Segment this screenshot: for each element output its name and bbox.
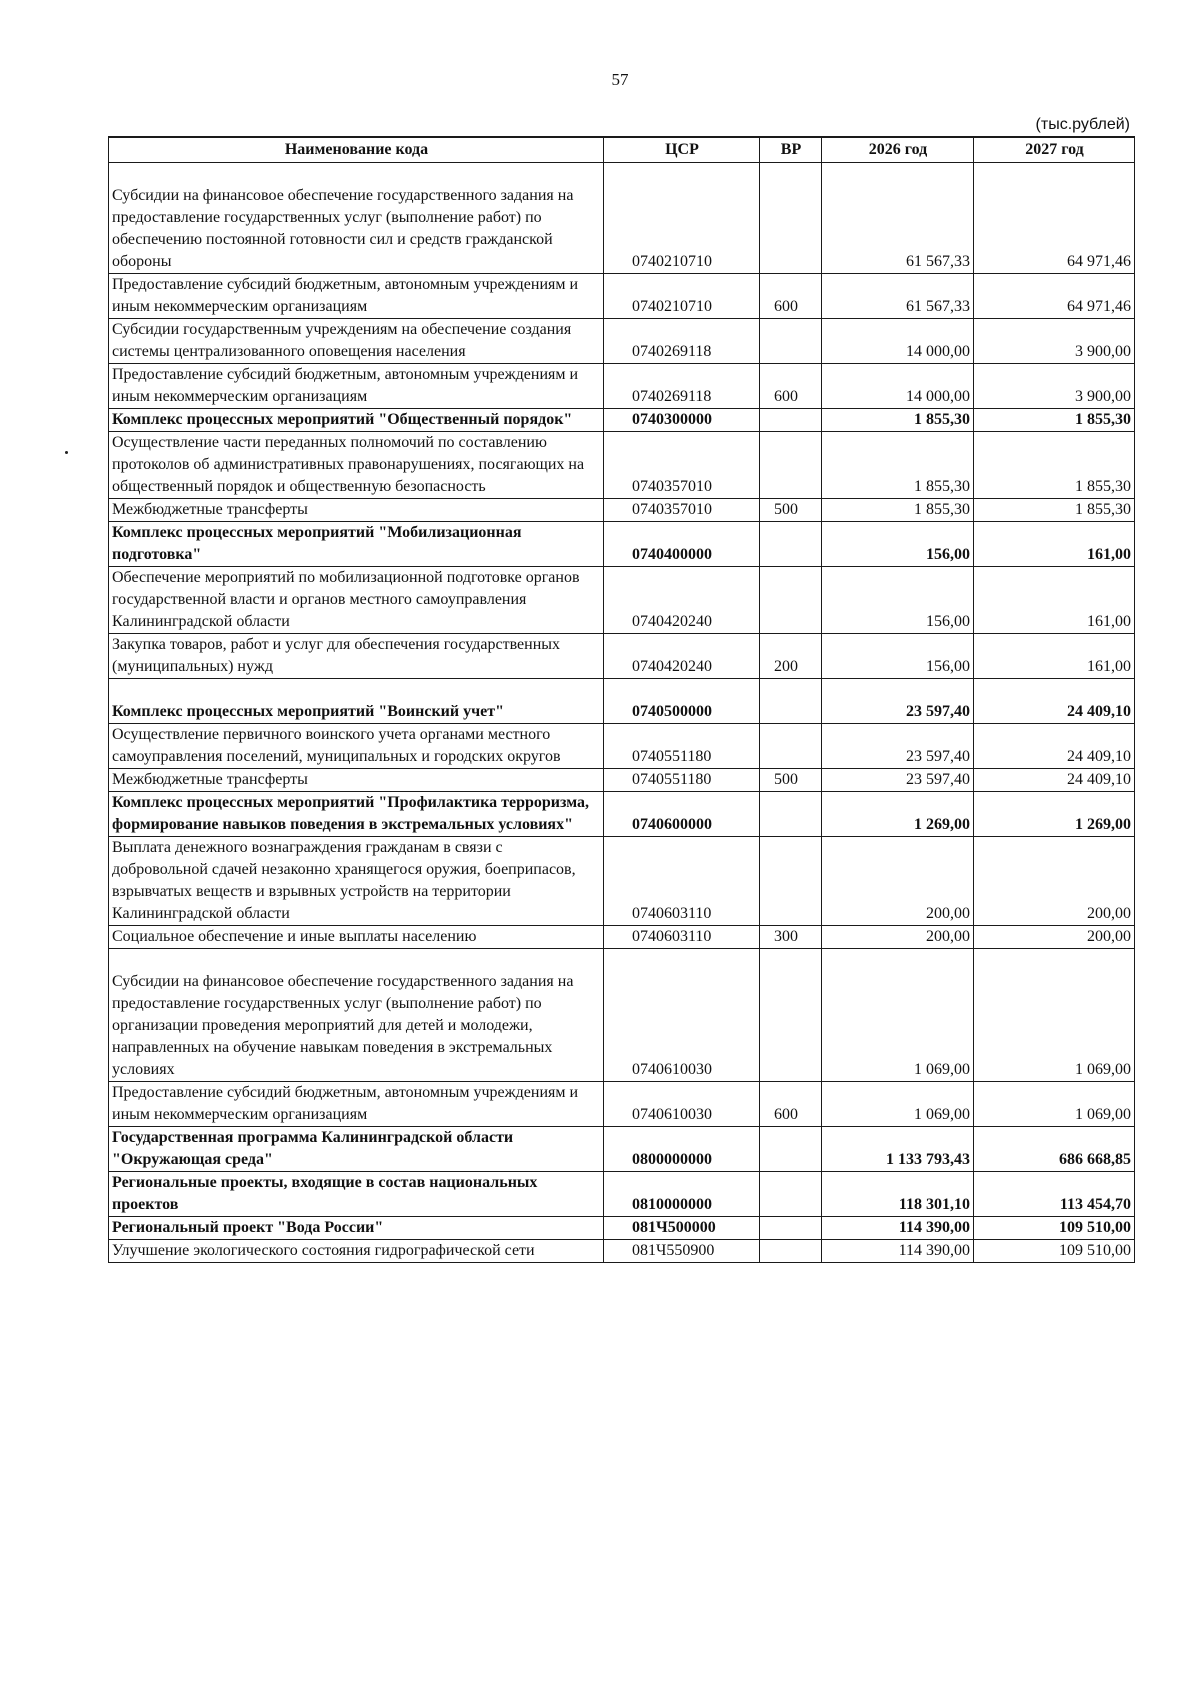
row-vr: [760, 319, 822, 364]
table-row: [109, 1240, 1135, 1263]
row-name: Региональный проект "Вода России": [109, 1217, 604, 1240]
row-name: Осуществление первичного воинского учета органами местного самоуправления поселений, муниципальных и городских округов: [109, 724, 604, 769]
row-name: [109, 163, 604, 274]
row-amount-2026: 61 567,33: [822, 274, 974, 319]
row-amount-2026: 118 301,10: [822, 1172, 974, 1217]
row-csr: 0740357010: [604, 432, 760, 499]
row-csr: 0740300000: [604, 409, 760, 432]
row-name: Государственная программа Калининградской области "Окружающая среда": [109, 1127, 604, 1172]
row-vr: [760, 1127, 822, 1172]
row-name: Субсидии государственным учреждениям на обеспечение создания системы централизованного оповещения населения: [109, 319, 604, 364]
table-row: [109, 522, 1135, 567]
page-number: 57: [611, 70, 629, 89]
row-vr: [760, 163, 822, 274]
table-row: [109, 499, 1135, 522]
table-row: [109, 837, 1135, 926]
row-csr: 0740551180: [604, 769, 760, 792]
row-vr: [760, 724, 822, 769]
table-row: [109, 1127, 1135, 1172]
row-vr: 600: [760, 274, 822, 319]
row-vr: [760, 837, 822, 926]
row-vr: [760, 1240, 822, 1263]
row-name-text: Комплекс процессных мероприятий "Воинский учет": [112, 703, 504, 720]
row-name: Региональные проекты, входящие в состав национальных проектов: [109, 1172, 604, 1217]
row-amount-2026: 200,00: [822, 837, 974, 926]
header-year-2026: 2026 год: [822, 137, 974, 163]
row-name: Межбюджетные трансферты: [109, 769, 604, 792]
row-amount-2026: 23 597,40: [822, 724, 974, 769]
row-amount-2027: 109 510,00: [974, 1217, 1135, 1240]
row-amount-2026: 156,00: [822, 567, 974, 634]
row-name: Осуществление части переданных полномочий по составлению протоколов об административных правонарушениях, посягающих на общественный порядок и общественную безопасность: [109, 432, 604, 499]
row-csr: 0740420240: [604, 567, 760, 634]
row-vr: 600: [760, 1082, 822, 1127]
cell-top-gap: [112, 679, 601, 701]
header-vr: ВР: [760, 137, 822, 163]
row-amount-2026: 1 133 793,43: [822, 1127, 974, 1172]
row-amount-2027: 1 855,30: [974, 432, 1135, 499]
row-csr: 0740269118: [604, 364, 760, 409]
row-name: Предоставление субсидий бюджетным, автономным учреждениям и иным некоммерческим организациям: [109, 1082, 604, 1127]
row-amount-2027: 109 510,00: [974, 1240, 1135, 1263]
row-amount-2027: 3 900,00: [974, 364, 1135, 409]
row-name: Улучшение экологического состояния гидрографической сети: [109, 1240, 604, 1263]
row-vr: [760, 1172, 822, 1217]
row-vr: [760, 567, 822, 634]
row-amount-2026: 23 597,40: [822, 679, 974, 724]
row-amount-2027: 1 069,00: [974, 949, 1135, 1082]
row-amount-2026: 1 069,00: [822, 949, 974, 1082]
row-amount-2026: 1 069,00: [822, 1082, 974, 1127]
table-row: [109, 567, 1135, 634]
row-vr: [760, 522, 822, 567]
row-csr: 0740603110: [604, 837, 760, 926]
row-amount-2026: 14 000,00: [822, 319, 974, 364]
table-row: [109, 1172, 1135, 1217]
row-amount-2026: 61 567,33: [822, 163, 974, 274]
row-vr: [760, 792, 822, 837]
row-amount-2026: 114 390,00: [822, 1217, 974, 1240]
row-amount-2027: 24 409,10: [974, 679, 1135, 724]
row-csr: 0740400000: [604, 522, 760, 567]
table-body: [109, 163, 1135, 1263]
row-csr: 0740357010: [604, 499, 760, 522]
row-amount-2027: 24 409,10: [974, 769, 1135, 792]
row-amount-2027: 1 855,30: [974, 499, 1135, 522]
row-csr: 081Ч500000: [604, 1217, 760, 1240]
row-amount-2027: 200,00: [974, 926, 1135, 949]
row-amount-2027: 1 069,00: [974, 1082, 1135, 1127]
row-name: Обеспечение мероприятий по мобилизационной подготовке органов государственной власти и органов местного самоуправления Калининградской области: [109, 567, 604, 634]
row-amount-2026: 23 597,40: [822, 769, 974, 792]
table-row: [109, 634, 1135, 679]
row-name: Социальное обеспечение и иные выплаты населению: [109, 926, 604, 949]
row-name: [109, 949, 604, 1082]
row-vr: 300: [760, 926, 822, 949]
row-vr: [760, 1217, 822, 1240]
table-row: [109, 926, 1135, 949]
row-amount-2026: 156,00: [822, 634, 974, 679]
row-name: Комплекс процессных мероприятий "Мобилизационная подготовка": [109, 522, 604, 567]
row-csr: 0800000000: [604, 1127, 760, 1172]
table-row: [109, 949, 1135, 1082]
row-name: [109, 679, 604, 724]
row-csr: 0740600000: [604, 792, 760, 837]
row-name: Предоставление субсидий бюджетным, автономным учреждениям и иным некоммерческим организациям: [109, 274, 604, 319]
row-csr: 0740269118: [604, 319, 760, 364]
row-amount-2026: 1 855,30: [822, 409, 974, 432]
row-amount-2026: 1 269,00: [822, 792, 974, 837]
row-vr: 200: [760, 634, 822, 679]
cell-top-gap: [112, 949, 601, 971]
row-vr: 600: [760, 364, 822, 409]
row-csr: 0740420240: [604, 634, 760, 679]
row-csr: 0740603110: [604, 926, 760, 949]
table-row: [109, 1217, 1135, 1240]
row-csr: 0740210710: [604, 163, 760, 274]
row-amount-2027: 161,00: [974, 567, 1135, 634]
row-amount-2027: 24 409,10: [974, 724, 1135, 769]
row-name: Комплекс процессных мероприятий "Профилактика терроризма, формирование навыков поведения в экстремальных условиях": [109, 792, 604, 837]
table-header-row: [109, 137, 1135, 163]
row-vr: [760, 432, 822, 499]
row-amount-2026: 200,00: [822, 926, 974, 949]
row-csr: 0740551180: [604, 724, 760, 769]
row-vr: 500: [760, 499, 822, 522]
row-amount-2026: 1 855,30: [822, 499, 974, 522]
row-name: Закупка товаров, работ и услуг для обеспечения государственных (муниципальных) нужд: [109, 634, 604, 679]
header-year-2027: 2027 год: [974, 137, 1135, 163]
row-csr: 0810000000: [604, 1172, 760, 1217]
row-amount-2027: 1 855,30: [974, 409, 1135, 432]
table-row: [109, 679, 1135, 724]
row-vr: 500: [760, 769, 822, 792]
row-name-text: Субсидии на финансовое обеспечение государственного задания на предоставление государственных услуг (выполнение работ) по организации проведения мероприятий для детей и молодежи, направленных на обучение навыкам поведения в экстремальных условиях: [112, 973, 574, 1078]
row-amount-2027: 686 668,85: [974, 1127, 1135, 1172]
row-amount-2026: 156,00: [822, 522, 974, 567]
row-csr: 081Ч550900: [604, 1240, 760, 1263]
row-csr: 0740210710: [604, 274, 760, 319]
row-amount-2027: 200,00: [974, 837, 1135, 926]
units-note: (тыс.рублей): [1035, 116, 1130, 133]
budget-table: [108, 136, 1135, 1263]
header-csr: ЦСР: [604, 137, 760, 163]
table-row: [109, 319, 1135, 364]
table-row: [109, 432, 1135, 499]
row-amount-2027: 161,00: [974, 522, 1135, 567]
row-name: Предоставление субсидий бюджетным, автономным учреждениям и иным некоммерческим организациям: [109, 364, 604, 409]
row-csr: 0740610030: [604, 949, 760, 1082]
row-amount-2027: 64 971,46: [974, 163, 1135, 274]
table-row: [109, 364, 1135, 409]
row-csr: 0740500000: [604, 679, 760, 724]
row-amount-2026: 1 855,30: [822, 432, 974, 499]
table-row: [109, 163, 1135, 274]
table-row: [109, 1082, 1135, 1127]
row-amount-2026: 114 390,00: [822, 1240, 974, 1263]
table-row: [109, 724, 1135, 769]
row-amount-2027: 161,00: [974, 634, 1135, 679]
row-name: Межбюджетные трансферты: [109, 499, 604, 522]
row-vr: [760, 409, 822, 432]
row-amount-2027: 1 269,00: [974, 792, 1135, 837]
row-name: Комплекс процессных мероприятий "Общественный порядок": [109, 409, 604, 432]
table-row: [109, 274, 1135, 319]
row-amount-2027: 3 900,00: [974, 319, 1135, 364]
row-name: Выплата денежного вознаграждения гражданам в связи с добровольной сдачей незаконно хранящегося оружия, боеприпасов, взрывчатых веществ и взрывных устройств на территории Калининградской области: [109, 837, 604, 926]
table-row: [109, 792, 1135, 837]
row-vr: [760, 949, 822, 1082]
row-amount-2027: 113 454,70: [974, 1172, 1135, 1217]
table-row: [109, 409, 1135, 432]
table-row: [109, 769, 1135, 792]
row-amount-2027: 64 971,46: [974, 274, 1135, 319]
cell-top-gap: [112, 163, 601, 185]
row-vr: [760, 679, 822, 724]
stray-dot: [65, 451, 68, 454]
row-csr: 0740610030: [604, 1082, 760, 1127]
row-name-text: Субсидии на финансовое обеспечение государственного задания на предоставление государственных услуг (выполнение работ) по обеспечению постоянной готовности сил и средств гражданской обороны: [112, 187, 574, 270]
header-name: Наименование кода: [109, 137, 604, 163]
row-amount-2026: 14 000,00: [822, 364, 974, 409]
